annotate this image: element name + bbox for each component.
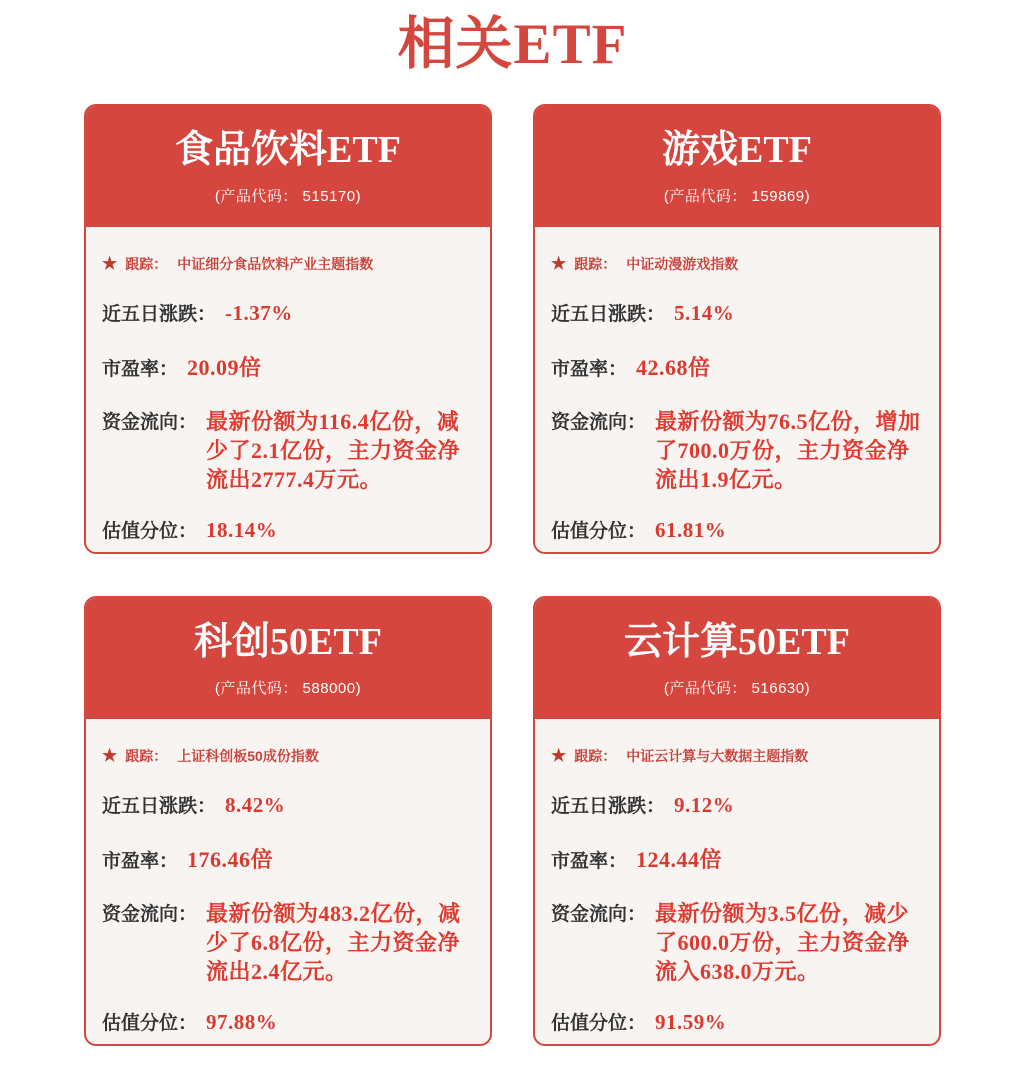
pe-row — [102, 843, 472, 874]
valuation-row — [102, 1008, 472, 1035]
pe-value: 20.09倍 — [187, 354, 262, 380]
etf-product-code: (产品代码： 516630) — [663, 679, 811, 697]
fund-flow-label: 资金流向： — [102, 411, 198, 433]
etf-product-code: (产品代码： 159869) — [663, 187, 811, 205]
card-body — [86, 719, 490, 1044]
pe-value: 42.68倍 — [636, 354, 711, 380]
star-icon: ★ — [102, 746, 118, 766]
card-header — [535, 106, 939, 227]
pe-row — [551, 843, 921, 874]
change-5d-label: 近五日涨跌： — [102, 303, 217, 325]
change-5d-value: 8.42% — [225, 792, 286, 817]
fund-flow-value: 最新份额为3.5亿份，减少了600.0万份，主力资金净流入638.0万元。 — [655, 900, 910, 985]
change-5d-value: 9.12% — [674, 792, 735, 817]
etf-card-food-beverage — [84, 104, 492, 554]
card-header — [86, 106, 490, 227]
etf-card-grid — [84, 104, 941, 1046]
pe-label: 市盈率： — [102, 850, 179, 872]
track-label: 跟踪： — [574, 747, 617, 764]
fund-flow-row — [551, 899, 921, 987]
etf-name: 云计算50ETF — [624, 621, 850, 664]
fund-flow-row — [102, 407, 472, 495]
change-5d-row — [551, 791, 921, 818]
valuation-row — [551, 516, 921, 543]
pe-row — [551, 351, 921, 382]
tracked-index: 中证云计算与大数据主题指数 — [626, 747, 809, 764]
change-5d-row — [102, 791, 472, 818]
fund-flow-row — [102, 899, 472, 987]
fund-flow-label: 资金流向： — [551, 903, 647, 925]
pe-value: 124.44倍 — [636, 846, 723, 872]
fund-flow-value: 最新份额为116.4亿份，减少了2.1亿份，主力资金净流出2777.4万元。 — [206, 408, 461, 493]
valuation-value: 61.81% — [655, 518, 727, 543]
card-body — [535, 719, 939, 1044]
fund-flow-value: 最新份额为76.5亿份，增加了700.0万份，主力资金净流出1.9亿元。 — [655, 408, 921, 493]
fund-flow-row — [551, 407, 921, 495]
track-label: 跟踪： — [125, 747, 168, 764]
card-body — [535, 227, 939, 552]
fund-flow-label: 资金流向： — [551, 411, 647, 433]
tracked-index: 中证细分食品饮料产业主题指数 — [177, 255, 374, 272]
fund-flow-label: 资金流向： — [102, 903, 198, 925]
star-icon: ★ — [551, 254, 567, 274]
valuation-row — [551, 1008, 921, 1035]
pe-label: 市盈率： — [551, 850, 628, 872]
pe-label: 市盈率： — [102, 358, 179, 380]
valuation-label: 估值分位： — [102, 1013, 198, 1035]
etf-card-star50 — [84, 596, 492, 1046]
fund-flow-value: 最新份额为483.2亿份，减少了6.8亿份，主力资金净流出2.4亿元。 — [206, 900, 461, 985]
change-5d-row — [551, 299, 921, 326]
valuation-label: 估值分位： — [551, 1013, 647, 1035]
etf-name: 游戏ETF — [662, 129, 812, 172]
page-title: 相关ETF — [397, 13, 628, 76]
etf-product-code: (产品代码： 588000) — [214, 679, 362, 697]
valuation-value: 91.59% — [655, 1010, 727, 1035]
change-5d-label: 近五日涨跌： — [102, 795, 217, 817]
change-5d-label: 近五日涨跌： — [551, 795, 666, 817]
etf-name: 科创50ETF — [194, 621, 382, 664]
star-icon: ★ — [551, 746, 567, 766]
valuation-label: 估值分位： — [102, 521, 198, 543]
valuation-value: 97.88% — [206, 1010, 278, 1035]
valuation-row — [102, 516, 472, 543]
valuation-value: 18.14% — [206, 518, 278, 543]
track-row — [551, 746, 921, 766]
tracked-index: 中证动漫游戏指数 — [626, 255, 739, 272]
change-5d-label: 近五日涨跌： — [551, 303, 666, 325]
pe-row — [102, 351, 472, 382]
tracked-index: 上证科创板50成份指数 — [177, 747, 319, 764]
etf-name: 食品饮料ETF — [175, 129, 401, 172]
track-row — [102, 254, 472, 274]
change-5d-row — [102, 299, 472, 326]
etf-product-code: (产品代码： 515170) — [214, 187, 362, 205]
track-label: 跟踪： — [574, 255, 617, 272]
pe-value: 176.46倍 — [187, 846, 274, 872]
change-5d-value: -1.37% — [225, 300, 293, 325]
card-body — [86, 227, 490, 552]
change-5d-value: 5.14% — [674, 300, 735, 325]
card-header — [86, 598, 490, 719]
star-icon: ★ — [102, 254, 118, 274]
track-row — [551, 254, 921, 274]
track-label: 跟踪： — [125, 255, 168, 272]
track-row — [102, 746, 472, 766]
valuation-label: 估值分位： — [551, 521, 647, 543]
etf-card-cloud50 — [533, 596, 941, 1046]
etf-card-game — [533, 104, 941, 554]
card-header — [535, 598, 939, 719]
pe-label: 市盈率： — [551, 358, 628, 380]
